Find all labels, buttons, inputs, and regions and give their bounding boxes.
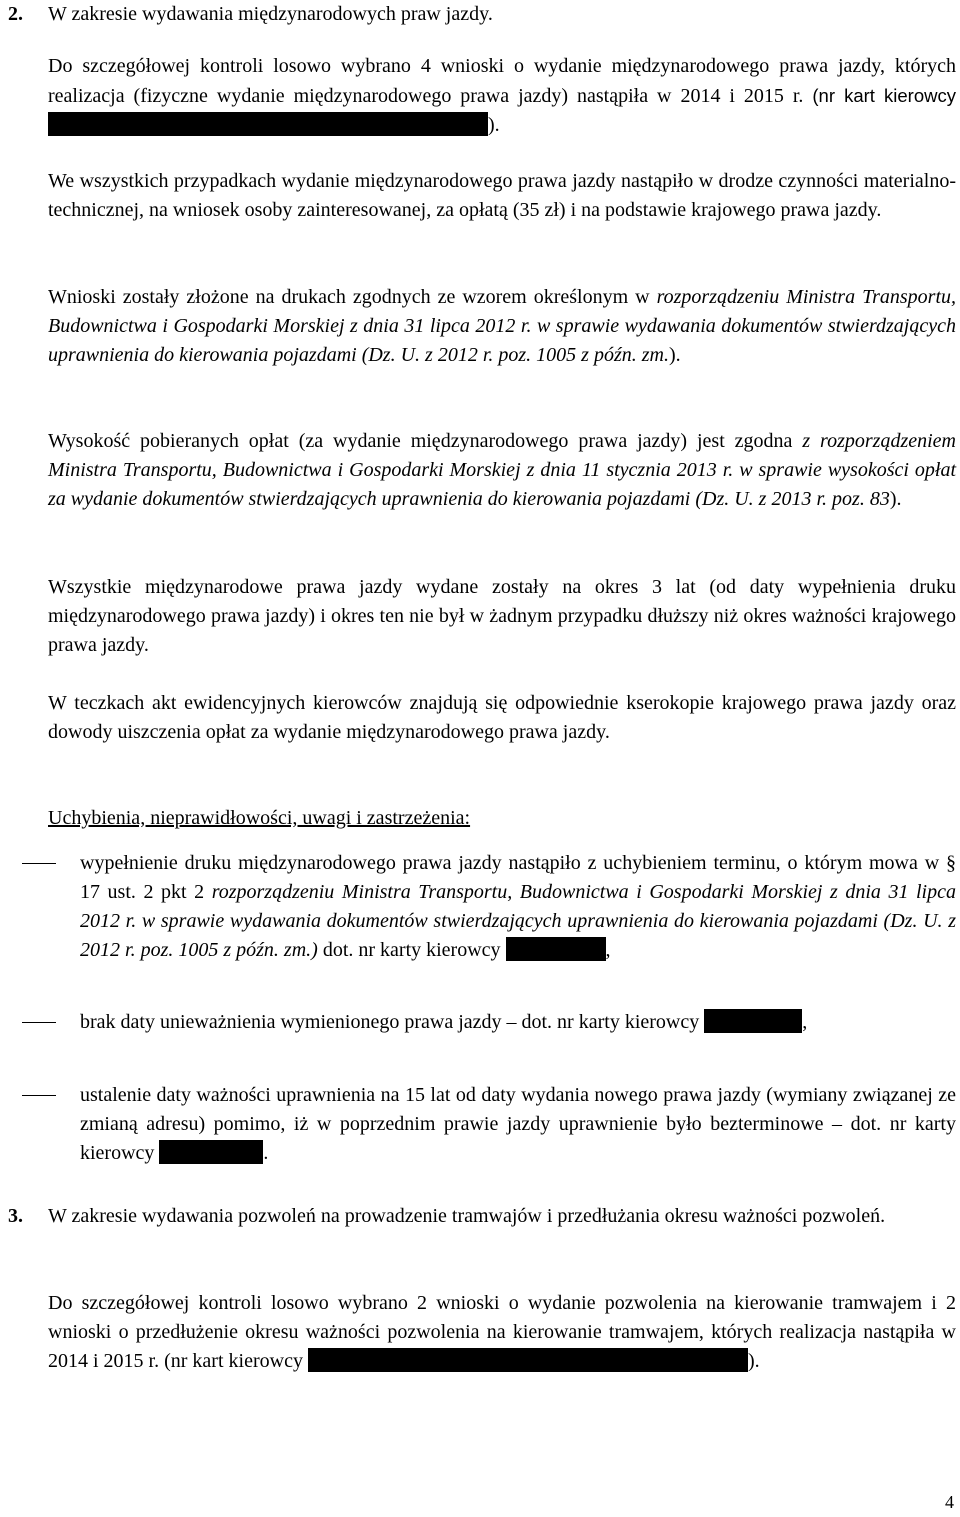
paragraph-tail: ).	[488, 114, 500, 136]
finding-item-3	[80, 1081, 956, 1168]
paragraph-text: Wysokość pobieranych opłat (za wydanie międzynarodowego prawa jazdy) jest zgodna	[48, 430, 803, 452]
regulation-citation: rozporządzeniu Ministra Transportu, Budownictwa i Gospodarki Morskiej z dnia 31 lipca 2012 r. w sprawie wydawania dokumentów stwierdzających uprawnienia do kierowania pojazdami (Dz. U. z 2012 r. poz. 1005 z późn. zm.	[48, 286, 956, 366]
section-2-title: W zakresie wydawania międzynarodowych praw jazdy.	[48, 3, 493, 25]
paragraph-tail: ).	[889, 488, 902, 510]
section-3-number: 3.	[8, 1205, 23, 1227]
paragraph-records: W teczkach akt ewidencyjnych kierowców znajdują się odpowiednie kserokopie krajowego prawa jazdy oraz dowody uiszczenia opłat za wydanie międzynarodowego prawa jazdy.	[48, 692, 956, 743]
redacted-block	[159, 1140, 263, 1164]
finding-text: ustalenie daty ważności uprawnienia na 15 lat od daty wydania nowego prawa jazdy (wymiany związanej ze zmianą adresu) pomimo, iż w poprzednim prawie jazdy uprawnienie było bezterminowe – dot. nr karty kierowcy	[80, 1084, 956, 1164]
finding-text: brak daty unieważnienia wymienionego prawa jazdy – dot. nr karty kierowcy	[80, 1011, 705, 1033]
finding-end: ,	[605, 939, 611, 961]
dash-bullet-icon	[22, 1022, 56, 1023]
finding-text-tail: dot. nr karty kierowcy	[317, 939, 506, 961]
paragraph-forms	[48, 283, 956, 370]
redacted-block	[48, 112, 488, 136]
driver-card-label: (nr kart kierowcy	[812, 85, 956, 106]
dash-bullet-icon	[22, 863, 56, 864]
paragraph-issuance-mode: We wszystkich przypadkach wydanie międzynarodowego prawa jazdy nastąpiło w drodze czynności materialno-technicznej, na wniosek osoby zainteresowanej, za opłatą (35 zł) i na podstawie krajowego prawa jazdy.	[48, 170, 956, 221]
paragraph-sample-selection	[48, 52, 956, 140]
redacted-block	[704, 1009, 802, 1033]
paragraph-text: Do szczegółowej kontroli losowo wybrano 2 wnioski o wydanie pozwolenia na kierowanie tramwajem i 2 wnioski o przedłużenie okresu ważności pozwolenia na kierowanie tramwajem, których realizacja nastąpiła w 2014 i 2015 r. (nr kart kierowcy	[48, 1292, 956, 1372]
section-2-number: 2.	[8, 3, 23, 25]
page-number: 4	[945, 1492, 954, 1512]
findings-heading: Uchybienia, nieprawidłowości, uwagi i zastrzeżenia:	[48, 807, 471, 829]
paragraph-fees	[48, 427, 956, 514]
paragraph-tram-sample	[48, 1289, 956, 1376]
paragraph-text: Wnioski zostały złożone na drukach zgodnych ze wzorem określonym w	[48, 286, 657, 308]
finding-item-2	[80, 1008, 956, 1037]
redacted-block	[308, 1348, 748, 1372]
finding-end: ,	[802, 1011, 808, 1033]
paragraph-text: Do szczegółowej kontroli losowo wybrano 4 wnioski o wydanie międzynarodowego prawa jazdy, których realizacja (fizyczne wydanie międzynarodowego prawa jazdy) nastąpiła w 2014 i 2015 r.	[48, 55, 956, 107]
regulation-citation: z rozporządzeniem Ministra Transportu, Budownictwa i Gospodarki Morskiej z dnia 11 stycznia 2013 r. w sprawie wysokości opłat za wydanie dokumentów stwierdzających uprawnienia do kierowania pojazdami (Dz. U. z 2013 r. poz. 83	[48, 430, 956, 510]
paragraph-tail: ).	[747, 1350, 760, 1372]
redacted-block	[506, 937, 606, 961]
finding-text: wypełnienie druku międzynarodowego prawa jazdy nastąpiło z uchybieniem terminu, o którym mowa w § 17 ust. 2 pkt 2	[80, 852, 956, 903]
paragraph-validity: Wszystkie międzynarodowe prawa jazdy wydane zostały na okres 3 lat (od daty wypełnienia druku międzynarodowego prawa jazdy) i okres ten nie był w żadnym przypadku dłuższy niż okres ważności krajowego prawa jazdy.	[48, 576, 956, 656]
section-3-title: W zakresie wydawania pozwoleń na prowadzenie tramwajów i przedłużania okresu ważności pozwoleń.	[48, 1205, 886, 1227]
paragraph-tail: ).	[668, 344, 681, 366]
dash-bullet-icon	[22, 1095, 56, 1096]
regulation-citation: rozporządzeniu Ministra Transportu, Budownictwa i Gospodarki Morskiej z dnia 31 lipca 2012 r. w sprawie wydawania dokumentów stwierdzających uprawnienia do kierowania pojazdami (Dz. U. z 2012 r. poz. 1005 z późn. zm.)	[80, 881, 956, 961]
finding-end: .	[263, 1142, 269, 1164]
finding-item-1	[80, 849, 956, 965]
